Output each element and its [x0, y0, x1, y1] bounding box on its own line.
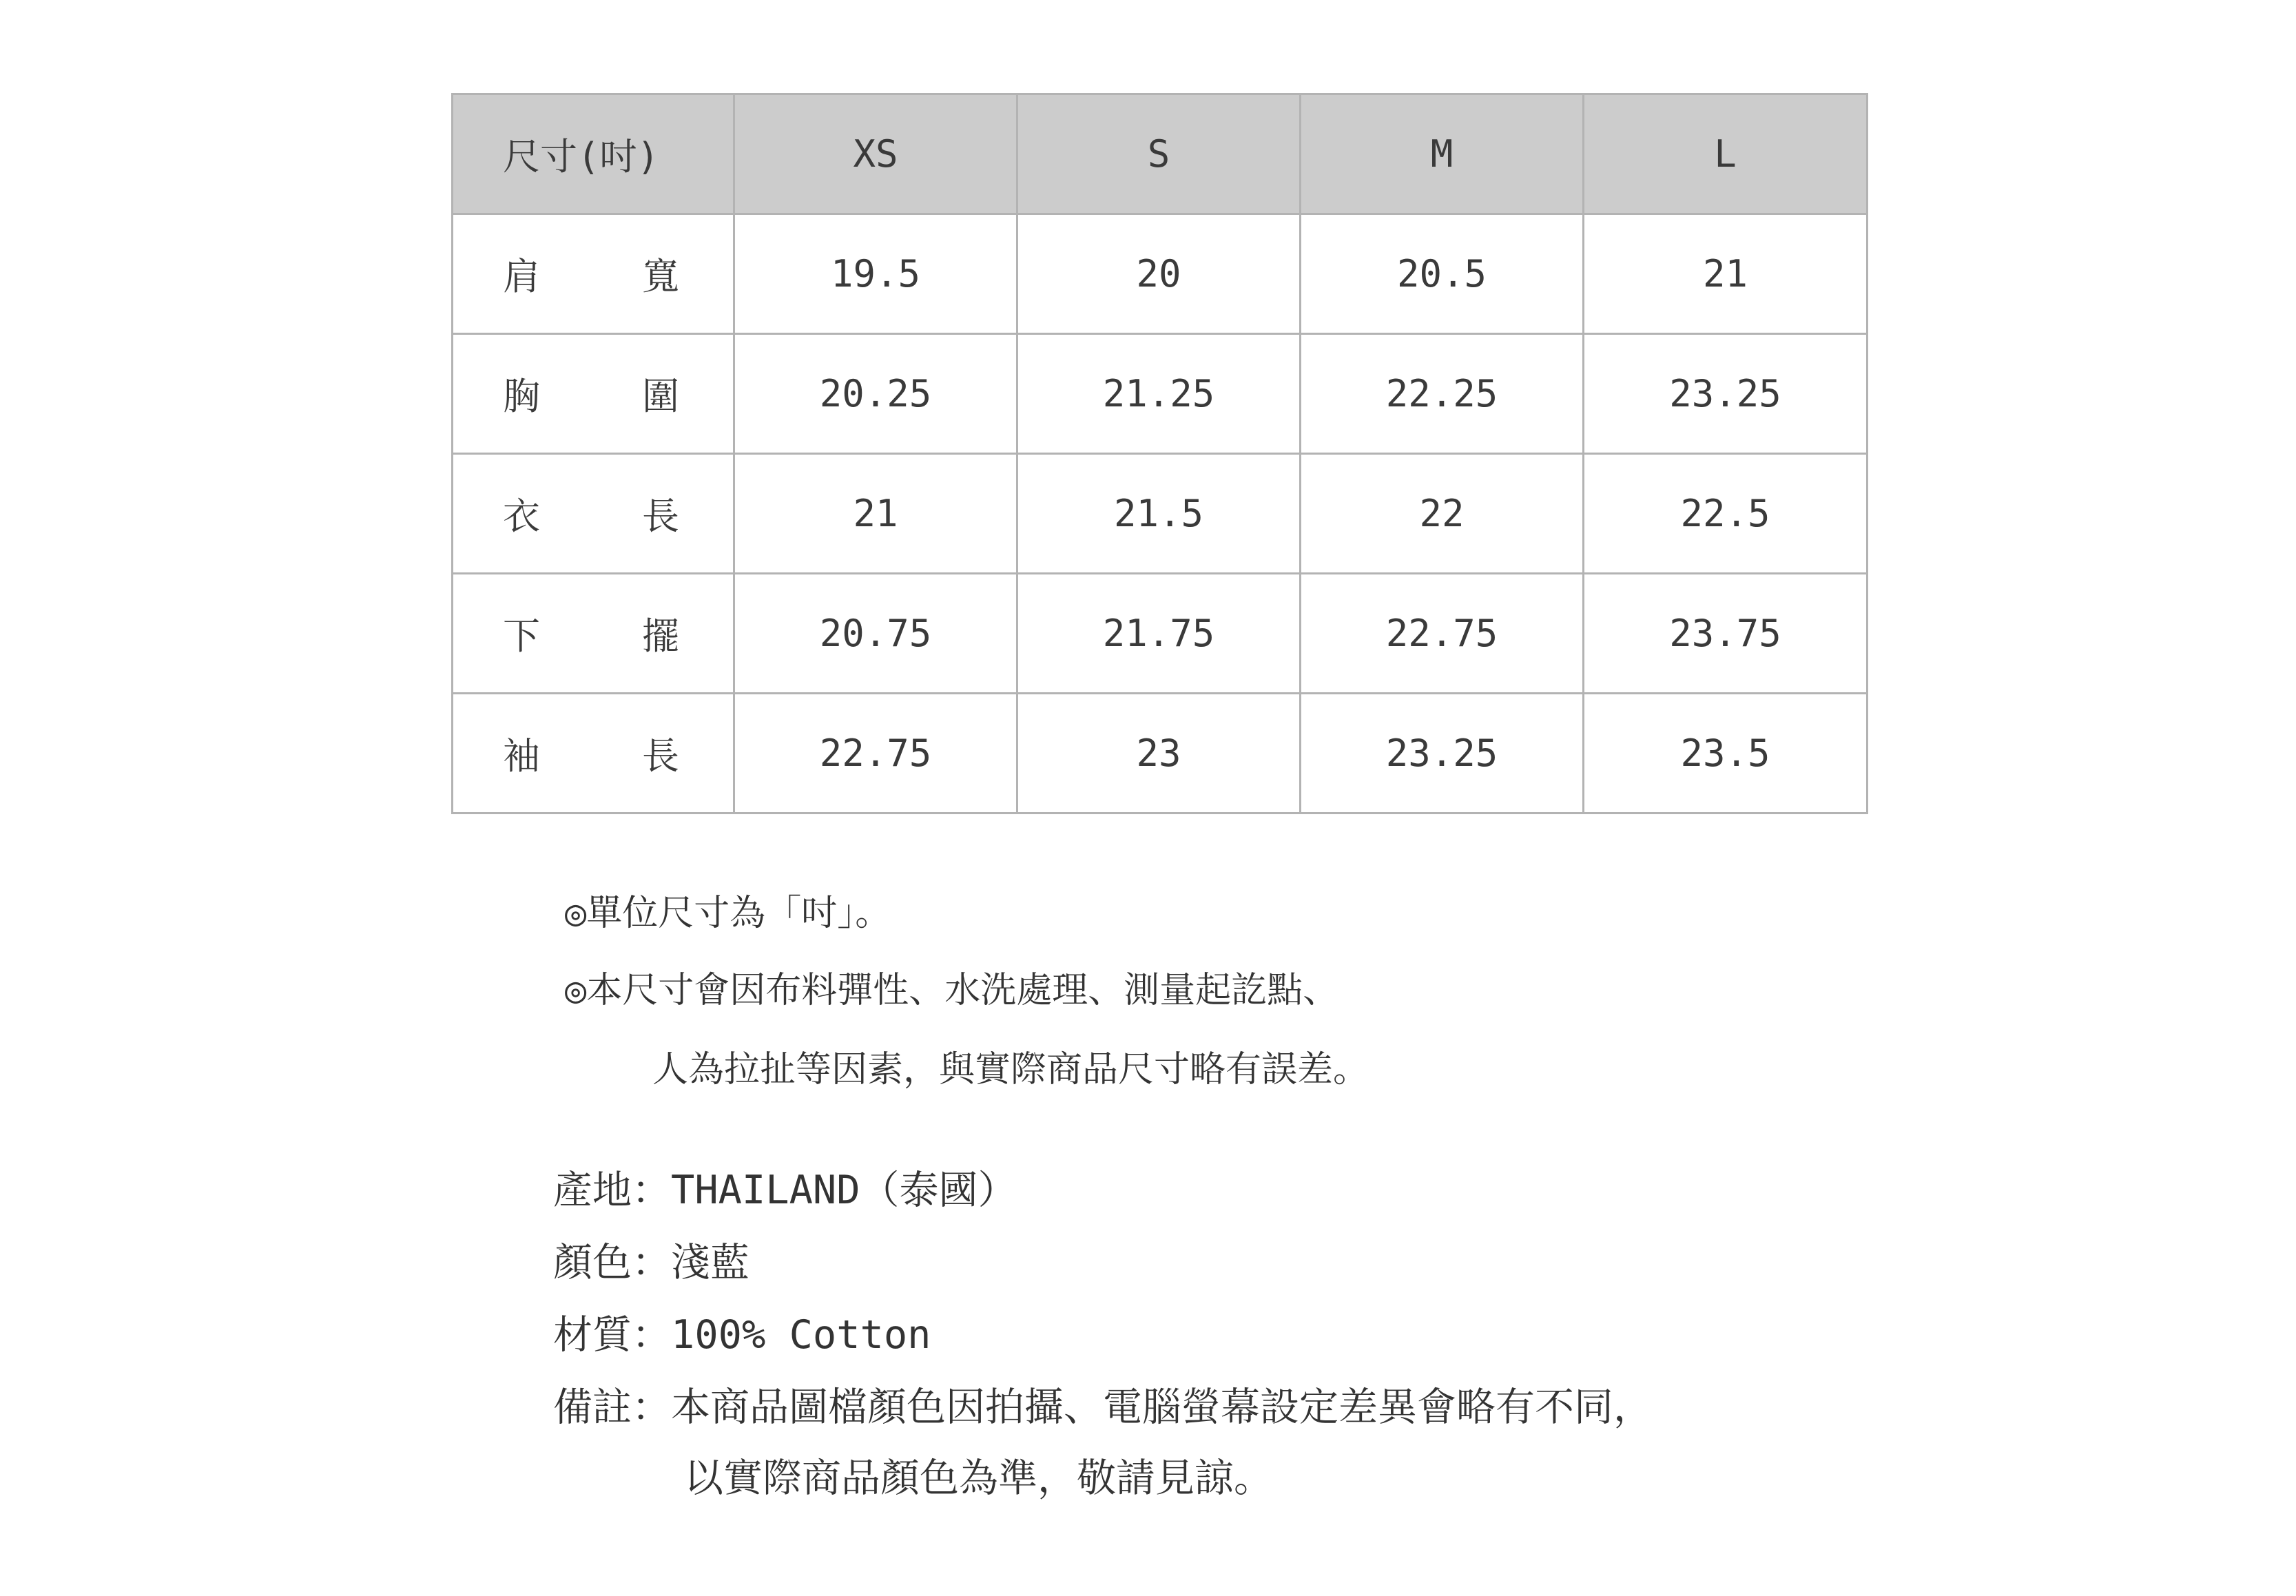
table-cell: 23.25 [1301, 694, 1584, 813]
table-cell: 20.5 [1301, 214, 1584, 334]
table-cell: 22.75 [734, 694, 1017, 813]
row-label-shoulder [453, 214, 734, 334]
row-label-char-2: 擺 [642, 614, 679, 658]
table-cell: 22.75 [1301, 574, 1584, 694]
row-label-length [453, 454, 734, 574]
table-cell: 21 [1584, 214, 1868, 334]
spec-origin: 產地：THAILAND（泰國） [553, 1168, 1017, 1213]
header-label-cell [453, 94, 734, 214]
note-unit: ◎單位尺寸為「吋」。 [565, 893, 891, 934]
header-size-xs: XS [734, 94, 1017, 214]
table-cell: 19.5 [734, 214, 1017, 334]
row-label-char-1: 胸 [503, 375, 540, 418]
header-size-m: M [1301, 94, 1584, 214]
table-cell: 22.25 [1301, 334, 1584, 454]
row-label-char-2: 長 [642, 495, 679, 538]
row-label-chest [453, 334, 734, 454]
row-label-char-1: 袖 [503, 734, 540, 778]
spec-remark-continued: 以實際商品顏色為準，敬請見諒。 [684, 1455, 1273, 1501]
row-label-char-2: 長 [642, 734, 679, 778]
table-row-hem [453, 574, 1868, 694]
table-cell: 20 [1017, 214, 1301, 334]
row-label-sleeve [453, 694, 734, 813]
table-cell: 21.75 [1017, 574, 1301, 694]
table-cell: 23 [1017, 694, 1301, 813]
spec-material: 材質：100% Cotton [553, 1312, 931, 1358]
table-cell: 23.5 [1584, 694, 1868, 813]
table-cell: 23.25 [1584, 334, 1868, 454]
table-header-row [453, 94, 1868, 214]
row-label-char-1: 衣 [503, 495, 540, 538]
spec-color: 顏色：淺藍 [553, 1240, 749, 1285]
table-row-chest [453, 334, 1868, 454]
note-variance: ◎本尺寸會因布料彈性、水洗處理、測量起訖點、 [565, 970, 1339, 1011]
table-cell: 20.75 [734, 574, 1017, 694]
note-variance-continued: 人為拉扯等因素，與實際商品尺寸略有誤差。 [652, 1049, 1369, 1090]
table-cell: 23.75 [1584, 574, 1868, 694]
table-row-length [453, 454, 1868, 574]
table-cell: 22.5 [1584, 454, 1868, 574]
table-cell: 20.25 [734, 334, 1017, 454]
table-cell: 22 [1301, 454, 1584, 574]
size-table [451, 93, 1868, 814]
row-label-char-1: 肩 [503, 255, 540, 298]
row-label-char-2: 寬 [642, 255, 679, 298]
table-cell: 21 [734, 454, 1017, 574]
header-size-s: S [1017, 94, 1301, 214]
table-cell: 21.5 [1017, 454, 1301, 574]
header-label: 尺寸(吋) [503, 135, 660, 178]
table-row-sleeve [453, 694, 1868, 813]
row-label-hem [453, 574, 734, 694]
row-label-char-2: 圍 [642, 375, 679, 418]
spec-remark: 備註：本商品圖檔顏色因拍攝、電腦螢幕設定差異會略有不同， [553, 1385, 1653, 1430]
header-size-l: L [1584, 94, 1868, 214]
table-row-shoulder [453, 214, 1868, 334]
table-cell: 21.25 [1017, 334, 1301, 454]
row-label-char-1: 下 [503, 614, 540, 658]
